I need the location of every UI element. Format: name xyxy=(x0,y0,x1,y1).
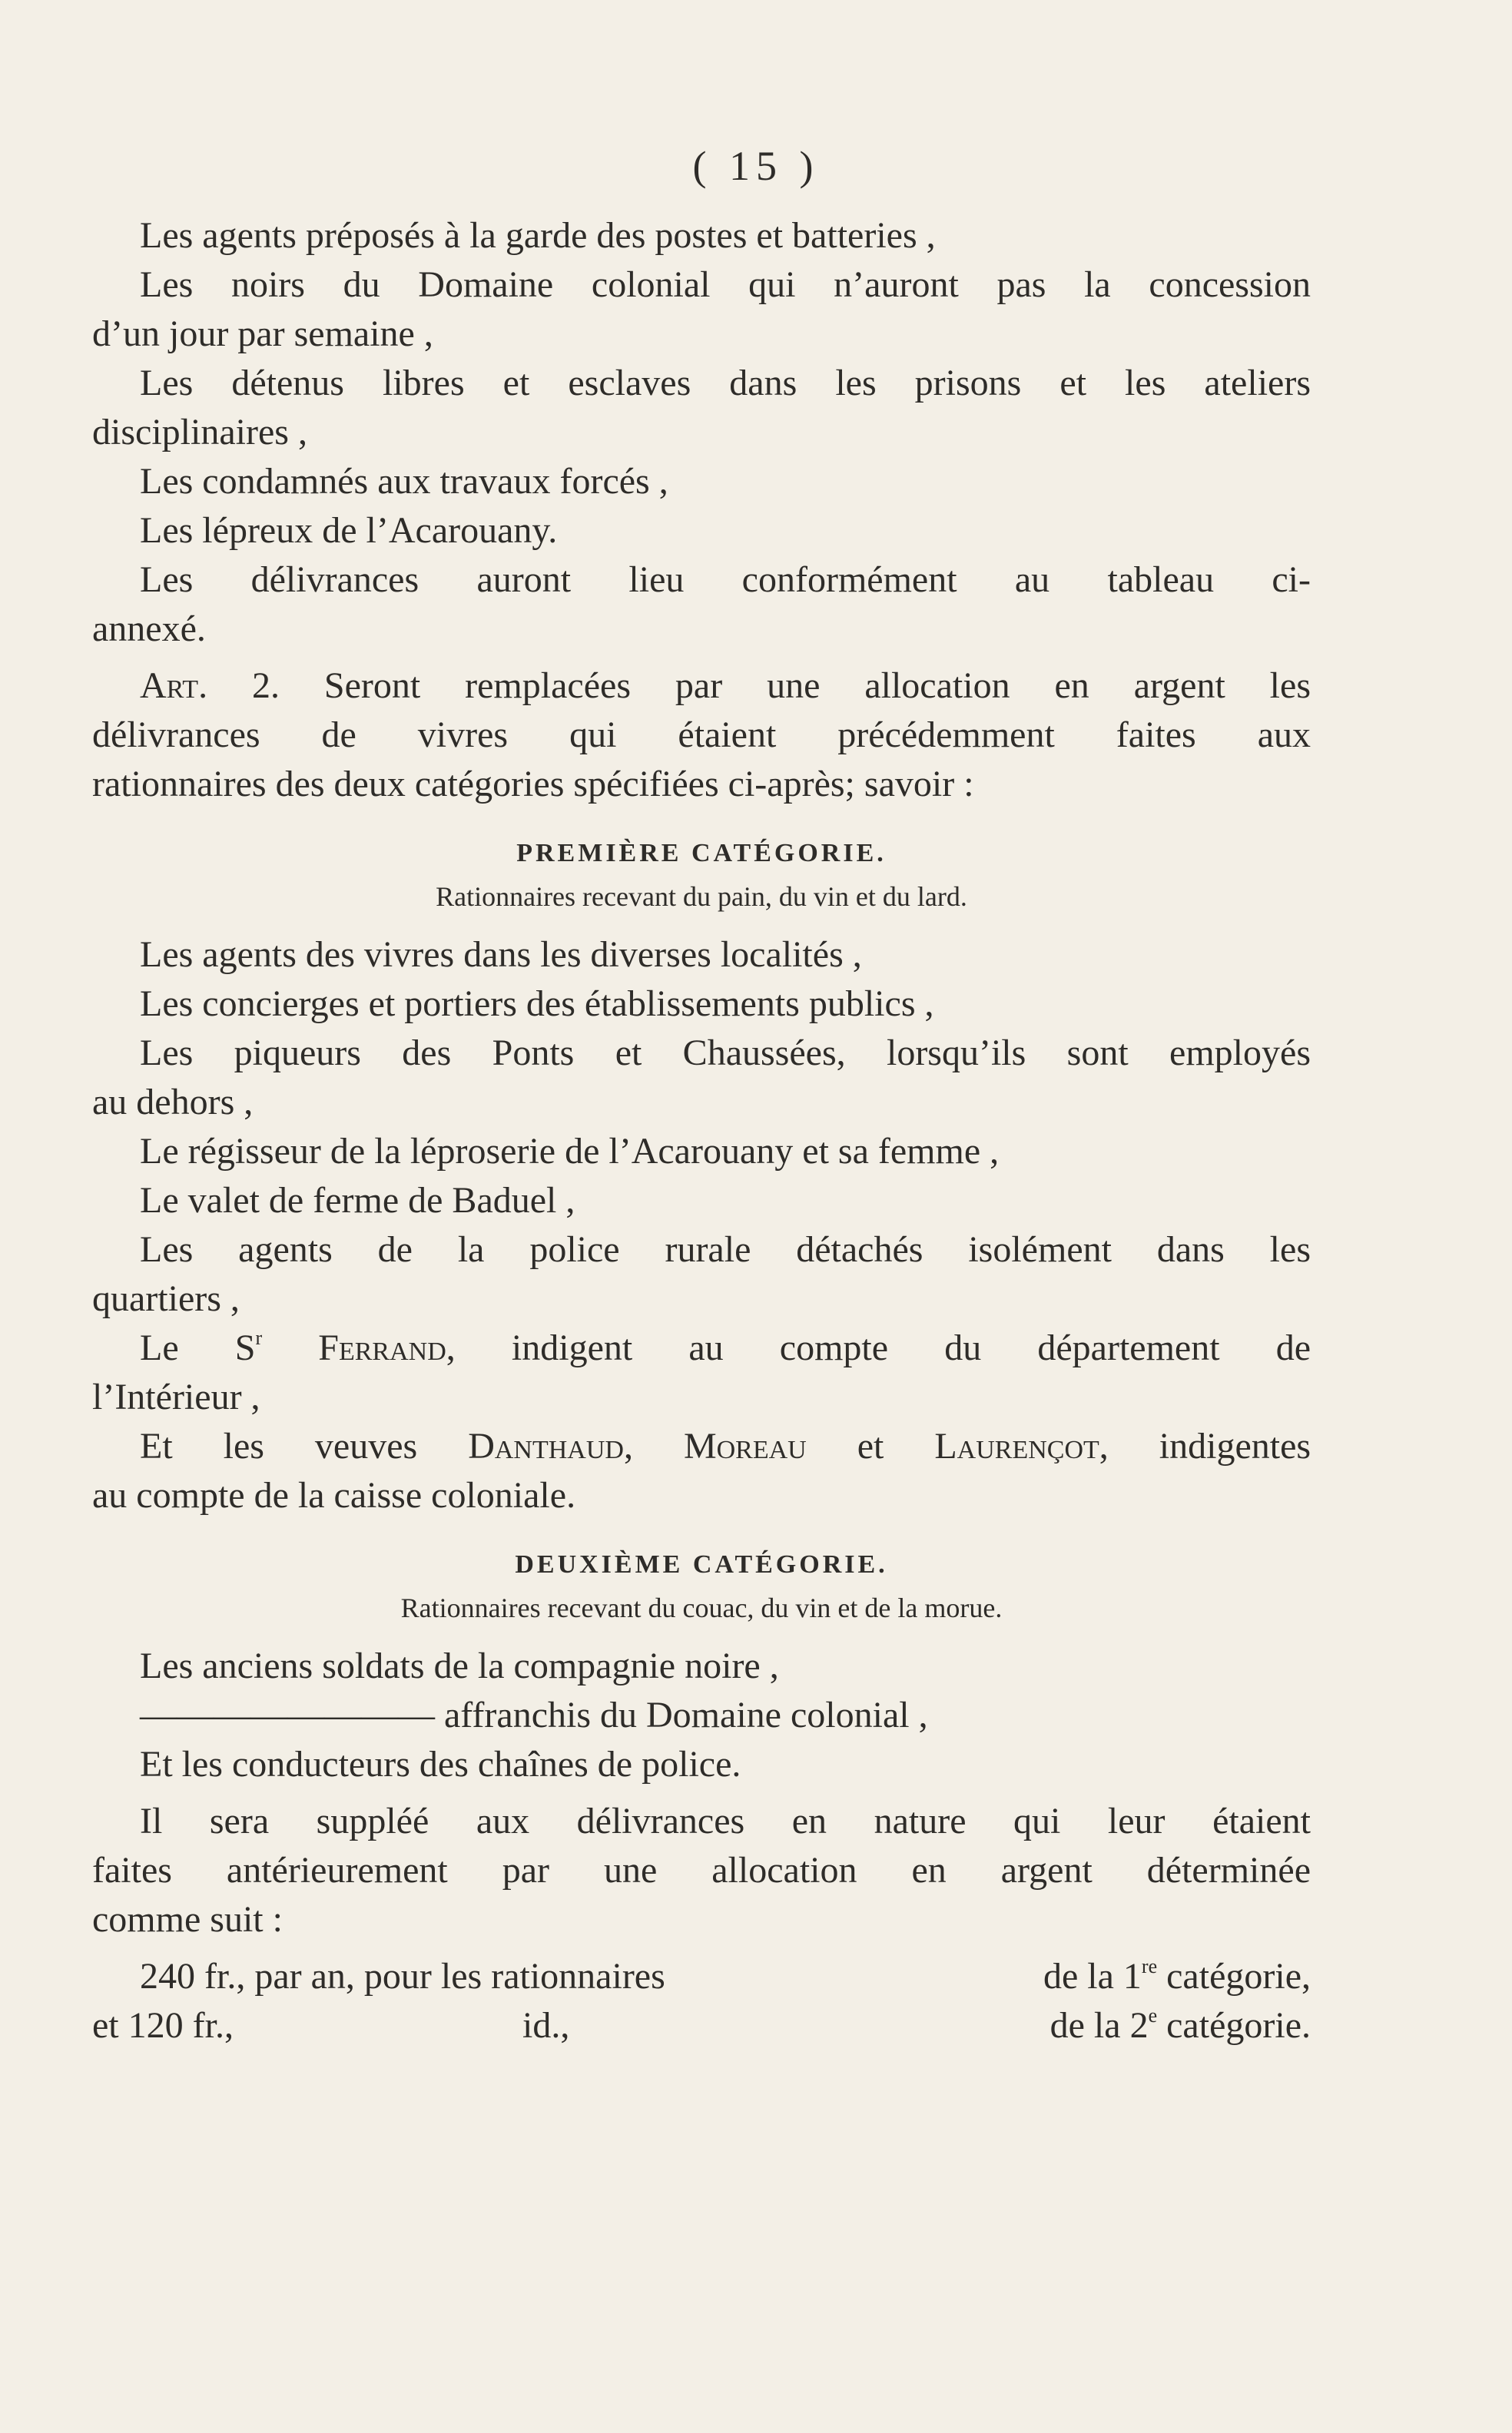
category-1-list xyxy=(92,930,1311,1324)
payment-row-1-post: catégorie, xyxy=(1157,1956,1311,1997)
text-line: Les agents des vivres dans les diverses localités , xyxy=(140,934,862,975)
text-line: annexé. xyxy=(92,608,206,649)
text-line: Les noirs du Domaine colonial qui n’auront pas la concession xyxy=(140,264,1311,305)
ferrand-post: , indigent au compte du département de xyxy=(446,1328,1311,1368)
ferrand-line-1 xyxy=(92,1324,1311,1373)
text-line: faites antérieurement par une allocation en argent déterminée xyxy=(92,1850,1311,1891)
article-label: Art. 2. xyxy=(140,665,280,706)
payment-row-2-pre: de la 2 xyxy=(1049,2005,1149,2046)
text-line: disciplinaires , xyxy=(92,412,307,452)
payment-row-2-amount: et 120 fr., xyxy=(92,2005,234,2046)
text-line: Les concierges et portiers des établissements publics , xyxy=(140,983,934,1024)
text-line: Et les conducteurs des chaînes de police. xyxy=(140,1744,741,1785)
category-2-heading: DEUXIÈME CATÉGORIE. xyxy=(515,1550,888,1579)
text-line: Les lépreux de l’Acarouany. xyxy=(140,510,558,551)
text-line: Les piqueurs des Ponts et Chaussées, lorsqu’ils sont employés xyxy=(140,1033,1311,1073)
payment-row-1-amount: 240 fr., par an, pour les rationnaires xyxy=(140,1956,665,1997)
payment-row-1-sup: re xyxy=(1141,1955,1158,1977)
text-line: Les condamnés aux travaux forcés , xyxy=(140,461,668,502)
text-line: Les anciens soldats de la compagnie noire , xyxy=(140,1646,779,1686)
text-line: comme suit : xyxy=(92,1899,283,1940)
name-laurencot: Laurençot xyxy=(934,1426,1099,1467)
payment-row-2-category xyxy=(753,2001,1311,2050)
veuves-line-1 xyxy=(92,1422,1311,1471)
article-2-line-2: délivrances de vivres qui étaient précédemment faites aux xyxy=(92,714,1311,755)
text-line: d’un jour par semaine , xyxy=(92,313,433,354)
veuves-line-2: au compte de la caisse coloniale. xyxy=(92,1475,576,1516)
ferrand-name: Ferrand xyxy=(318,1328,446,1368)
text-line: Il sera suppléé aux délivrances en nature qui leur étaient xyxy=(140,1801,1311,1841)
payment-row-2-sup: e xyxy=(1148,2004,1158,2027)
text-line: Les agents préposés à la garde des postes et batteries , xyxy=(140,215,936,256)
text-line: Le valet de ferme de Baduel , xyxy=(140,1180,575,1221)
text-line: Les délivrances auront lieu conformément au tableau ci- xyxy=(140,559,1311,600)
text-line: Les agents de la police rurale détachés isolément dans les xyxy=(140,1229,1311,1270)
veuves-sep2: et xyxy=(857,1426,884,1467)
name-moreau: Moreau xyxy=(683,1426,807,1467)
ferrand-line-2: l’Intérieur , xyxy=(92,1377,260,1417)
ferrand-pre: Le S xyxy=(140,1328,256,1368)
veuves-sep1: , xyxy=(623,1426,633,1467)
veuves-post: , indigentes xyxy=(1099,1426,1311,1467)
text-line: Le régisseur de la léproserie de l’Acarouany et sa femme , xyxy=(140,1131,1000,1172)
opening-list xyxy=(92,211,1311,654)
article-2-text-1: Seront remplacées par une allocation en argent les xyxy=(323,665,1311,706)
payment-row-2-id: id., xyxy=(522,2005,570,2046)
text-line: au dehors , xyxy=(92,1082,254,1122)
body-text xyxy=(92,211,1311,2050)
article-2-line-1 xyxy=(92,661,1311,711)
category-2-subtitle: Rationnaires recevant du couac, du vin et de la morue. xyxy=(400,1593,1003,1623)
veuves-pre: Et les veuves xyxy=(140,1426,418,1467)
article-2-line-3: rationnaires des deux catégories spécifiées ci-après; savoir : xyxy=(92,764,974,804)
text-line: Les détenus libres et esclaves dans les prisons et les ateliers xyxy=(140,363,1311,403)
page-number: ( 15 ) xyxy=(692,143,820,189)
text-line: ———————— affranchis du Domaine colonial , xyxy=(140,1695,928,1735)
payment-row-2-post: catégorie. xyxy=(1157,2005,1311,2046)
text-line: quartiers , xyxy=(92,1278,240,1319)
payment-row-1-pre: de la 1 xyxy=(1043,1956,1142,1997)
category-1-subtitle: Rationnaires recevant du pain, du vin et du lard. xyxy=(436,881,967,912)
category-2-list xyxy=(92,1642,1311,1944)
name-danthaud: Danthaud xyxy=(468,1426,624,1467)
payment-row-1 xyxy=(92,1952,1311,2001)
category-1-heading: PREMIÈRE CATÉGORIE. xyxy=(516,839,887,867)
payment-row-1-category xyxy=(570,1952,1311,2001)
ferrand-sup: r xyxy=(255,1327,263,1349)
payment-row-2 xyxy=(92,2001,1311,2050)
